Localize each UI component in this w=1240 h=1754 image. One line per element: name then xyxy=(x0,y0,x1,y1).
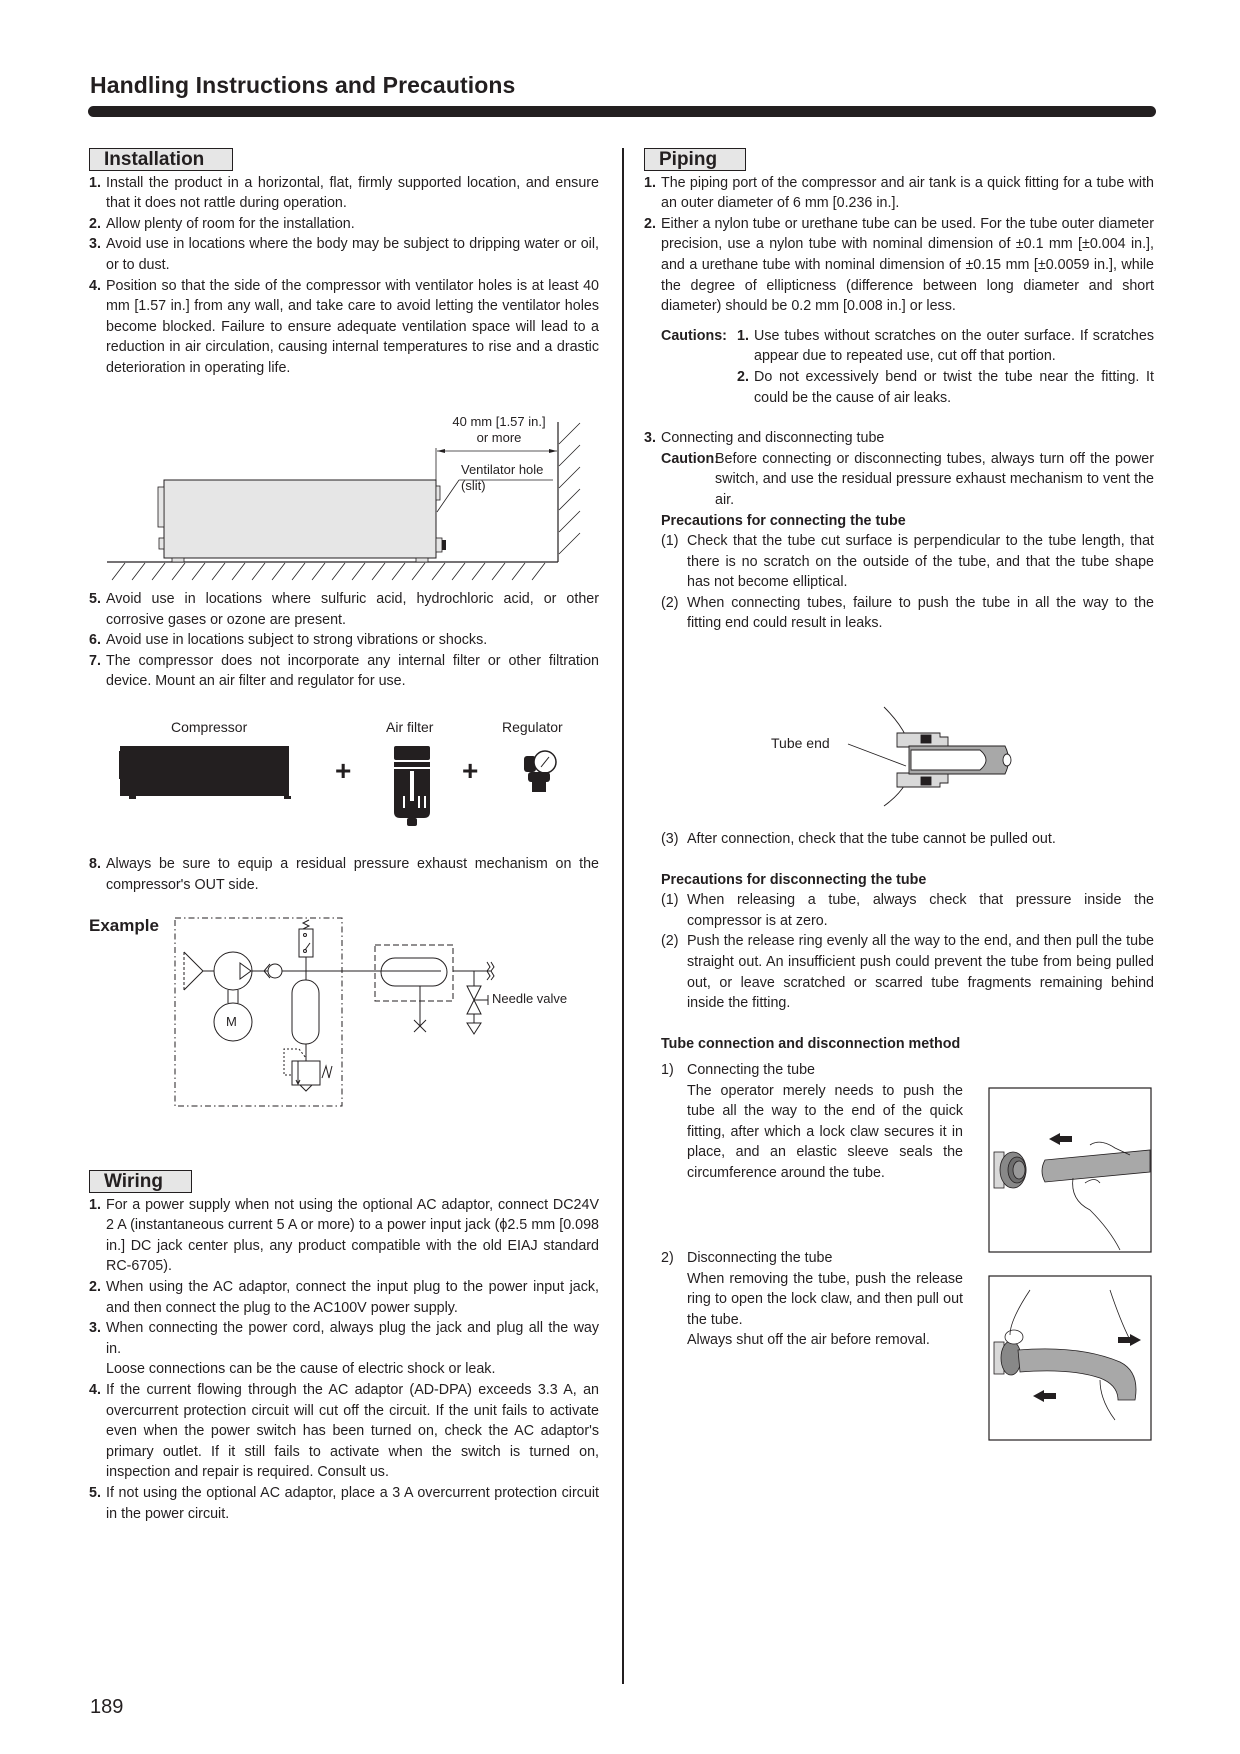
list-item: 2. When using the AC adaptor, connect the input plug to the power input jack, and then connect the plug to the AC100V power supply. xyxy=(89,1278,599,1316)
list-item: (1) When releasing a tube, always check that pressure inside the compressor is at zero. xyxy=(661,892,1154,929)
list-item: (2) Push the release ring evenly all the way to the end, and then pull the tube straight out. An insufficient push could prevent the tube from being pulled out, or leave scratched or scarred tube fragments remaining behind inside the fitting. xyxy=(661,933,1154,1012)
page-title: Handling Instructions and Precautions xyxy=(90,72,516,98)
list-item: 8. Always be sure to equip a residual pressure exhaust mechanism on the compressor's OUT side. xyxy=(89,856,599,893)
installation-heading: Installation xyxy=(89,148,233,171)
list-item: 6. Avoid use in locations subject to strong vibrations or shocks. xyxy=(89,632,488,649)
list-item: 4. Position so that the side of the compressor with ventilator holes is at least 40 mm [1.57 in.] from any wall, and take care to avoid letting the ventilator holes become blocked. Failure to ensure adequate ventilation space will lead to a reduction in air circulation, causing internal temperatures to rise and a drastic deterioration in operating life. xyxy=(89,277,599,376)
wiring-heading: Wiring xyxy=(89,1170,192,1193)
plus-sign: + xyxy=(335,755,352,786)
list-item: (3) After connection, check that the tube cannot be pulled out. xyxy=(661,831,1056,847)
step-text: When removing the tube, push the release ring to open the lock claw, and then pull out the tube. xyxy=(687,1270,963,1328)
list-item: (1) Check that the tube cut surface is perpendicular to the tube length, that there is no scratch on the outside of the tube, and that the tube shape has not become elliptical. xyxy=(661,533,1154,591)
clearance-distance-label: 40 mm [1.57 in.] or more xyxy=(452,414,546,445)
caution-block: Caution: Before connecting or disconnecting tubes, always turn off the power switch, and use the residual pressure exhaust mechanism to vent the air. xyxy=(661,450,1154,508)
method-heading: Tube connection and disconnection method xyxy=(661,1035,961,1052)
disconnecting-heading: Precautions for disconnecting the tube xyxy=(661,871,927,888)
list-item: 4. If the current flowing through the AC adaptor (AD-DPA) exceeds 3.3 A, an overcurrent protection circuit will cut off the circuit. If the unit fails to activate even when the power switch has been turned on, check the AC adaptor's primary outlet. If it still fails to activate when the switch is turned on, inspection and repair is required. Consult us. xyxy=(89,1381,599,1481)
list-item: 1. The piping port of the compressor and air tank is a quick fitting for a tube with an outer diameter of 6 mm [0.236 in.]. xyxy=(644,174,1154,212)
ventilator-hole-label: Ventilator hole (slit) xyxy=(461,462,544,493)
compressor-label: Compressor xyxy=(171,719,248,735)
regulator-label: Regulator xyxy=(502,719,563,735)
connecting-heading: Precautions for connecting the tube xyxy=(661,512,906,529)
caution-label: Caution: xyxy=(661,450,719,467)
caution-item: 2. Do not excessively bend or twist the tube near the fitting. It could be the cause of air leaks. xyxy=(737,368,1154,406)
list-item: 3. Connecting and disconnecting tube xyxy=(644,430,885,447)
page-number: 189 xyxy=(90,1696,124,1718)
list-item: 3. Avoid use in locations where the body may be subject to dripping water or oil, or to dust. xyxy=(89,236,599,273)
step-text: The operator merely needs to push the tube all the way to the end of the quick fitting, after which a lock claw secures it in place, and an elastic sleeve seals the circumference around the tube. xyxy=(687,1082,963,1181)
list-item: 5. Avoid use in locations where sulfuric acid, hydrochloric acid, or other corrosive gases or ozone are present. xyxy=(89,591,599,628)
list-item: 5. If not using the optional AC adaptor, place a 3 A overcurrent protection circuit in the power circuit. xyxy=(89,1484,599,1522)
step-title: 1) Connecting the tube xyxy=(661,1062,815,1078)
tube-end-label: Tube end xyxy=(771,735,830,751)
list-item: 1. Install the product in a horizontal, flat, firmly supported location, and ensure that it does not rattle during operation. xyxy=(89,174,599,212)
step-title: 2) Disconnecting the tube xyxy=(661,1250,833,1266)
list-item: 2. Allow plenty of room for the installation. xyxy=(89,215,355,232)
list-item: 3. When connecting the power cord, always plug the jack and plug all the way in. Loose connections can be the cause of electric shock or leak. xyxy=(89,1320,599,1378)
air-filter-label: Air filter xyxy=(386,719,434,735)
plus-sign: + xyxy=(462,755,479,786)
caution-item: 1. Use tubes without scratches on the outer surface. If scratches appear due to repeated use, cut off that portion. xyxy=(737,327,1154,365)
motor-label: M xyxy=(226,1014,237,1029)
step-text: Always shut off the air before removal. xyxy=(687,1332,930,1349)
cautions-label: Cautions: xyxy=(661,327,727,344)
needle-valve-label: Needle valve xyxy=(492,991,568,1006)
example-label: Example xyxy=(89,916,159,935)
list-item: 1. For a power supply when not using the optional AC adaptor, connect DC24V 2 A (instantaneous current 5 A or more) to a power input jack (ϕ2.5 mm [0.098 in.] DC jack center plus, any product compatible with the old EIAJ standard RC-6705). xyxy=(89,1196,599,1275)
list-item: 2. Either a nylon tube or urethane tube can be used. For the tube outer diameter precision, use a nylon tube with nominal dimension of ±0.1 mm [±0.004 in.], and a urethane tube with nominal dimension of ±0.15 mm [±0.0059 in.], while the degree of ellipticness (difference between long diameter and short diameter) should be 0.2 mm [0.008 in.] or less. xyxy=(644,215,1154,315)
list-item: (2) When connecting tubes, failure to push the tube in all the way to the fitting end could result in leaks. xyxy=(661,594,1154,632)
list-item: 7. The compressor does not incorporate any internal filter or other filtration device. Mount an air filter and regulator for use. xyxy=(89,652,599,690)
piping-heading: Piping xyxy=(644,148,746,171)
